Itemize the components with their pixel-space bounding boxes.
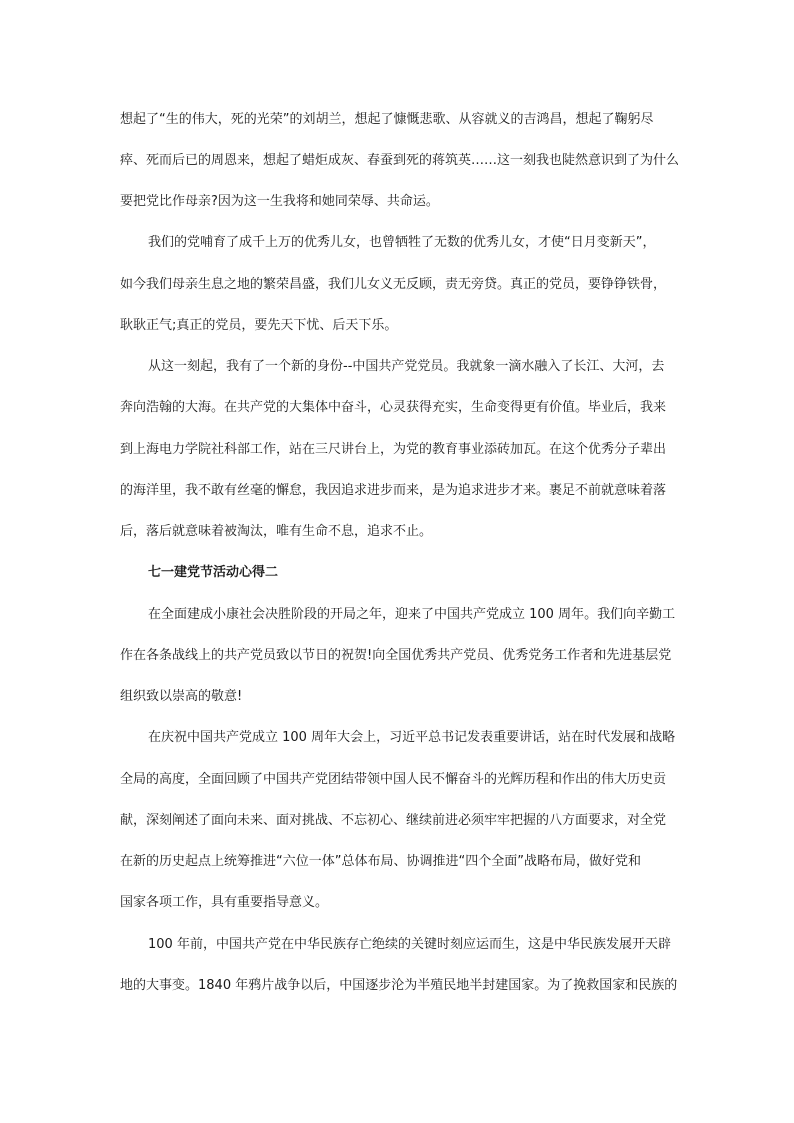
paragraph-line: 奔向浩翰的大海。在共产党的大集体中奋斗，心灵获得充实，生命变得更有价值。毕业后，我来 (120, 400, 667, 415)
paragraph-line: 我们的党哺育了成千上万的优秀儿女，也曾牺牲了无数的优秀儿女，才使“日月变新天”， (148, 235, 656, 250)
paragraph-line: 献，深刻阐述了面向未来、面对挑战、不忘初心、继续前进必须牢牢把握的八方面要求，对全党 (120, 813, 667, 828)
paragraph-line: 全局的高度，全面回顾了中国共产党团结带领中国人民不懈奋斗的光辉历程和作出的伟大历史贡 (120, 772, 667, 787)
section-heading: 七一建党节活动心得二 (148, 565, 279, 580)
paragraph-line: 后，落后就意味着被淘汰，唯有生命不息，追求不止。 (120, 524, 433, 539)
paragraph-line: 100 年前，中国共产党在中华民族存亡绝续的关键时刻应运而生，这是中华民族发展开天辟 (148, 937, 671, 952)
paragraph-line: 想起了“生的伟大，死的光荣”的刘胡兰，想起了慷慨悲歌、从容就义的吉鸿昌，想起了鞠躬尽 (120, 112, 654, 127)
paragraph-line: 国家各项工作，具有重要指导意义。 (120, 895, 329, 910)
paragraph-line: 组织致以崇高的敬意! (120, 689, 243, 704)
paragraph-line: 在庆祝中国共产党成立 100 周年大会上，习近平总书记发表重要讲话，站在时代发展和战略 (148, 730, 676, 745)
paragraph-line: 在全面建成小康社会决胜阶段的开局之年，迎来了中国共产党成立 100 周年。我们向辛勤工 (148, 607, 676, 622)
paragraph-line: 到上海电力学院社科部工作，站在三尺讲台上，为党的教育事业添砖加瓦。在这个优秀分子辈出 (120, 442, 667, 457)
paragraph-line: 作在各条战线上的共产党员致以节日的祝贺!向全国优秀共产党员、优秀党务工作者和先进基层党 (120, 648, 672, 663)
paragraph-line: 的海洋里，我不敢有丝毫的懈怠，我因追求进步而来，是为追求进步才来。裹足不前就意味着落 (120, 483, 667, 498)
paragraph-line: 耿耿正气;真正的党员，要先天下忧、后天下乐。 (120, 318, 398, 333)
paragraph-line: 地的大事变。1840 年鸦片战争以后，中国逐步沦为半殖民地半封建国家。为了挽救国家和民族的 (120, 978, 678, 993)
paragraph-line: 如今我们母亲生息之地的繁荣昌盛，我们儿女义无反顾，责无旁贷。真正的党员，要铮铮铁骨， (120, 277, 667, 292)
paragraph-line: 要把党比作母亲?因为这一生我将和她同荣辱、共命运。 (120, 194, 439, 209)
paragraph-line: 瘁、死而后已的周恩来，想起了蜡炬成灰、春蚕到死的蒋筑英……这一刻我也陡然意识到了为什么 (120, 153, 680, 168)
paragraph-line: 从这一刻起，我有了一个新的身份--中国共产党党员。我就象一滴水融入了长江、大河，去 (148, 359, 665, 374)
paragraph-line: 在新的历史起点上统筹推进“六位一体”总体布局、协调推进“四个全面”战略布局，做好党和 (120, 854, 641, 869)
